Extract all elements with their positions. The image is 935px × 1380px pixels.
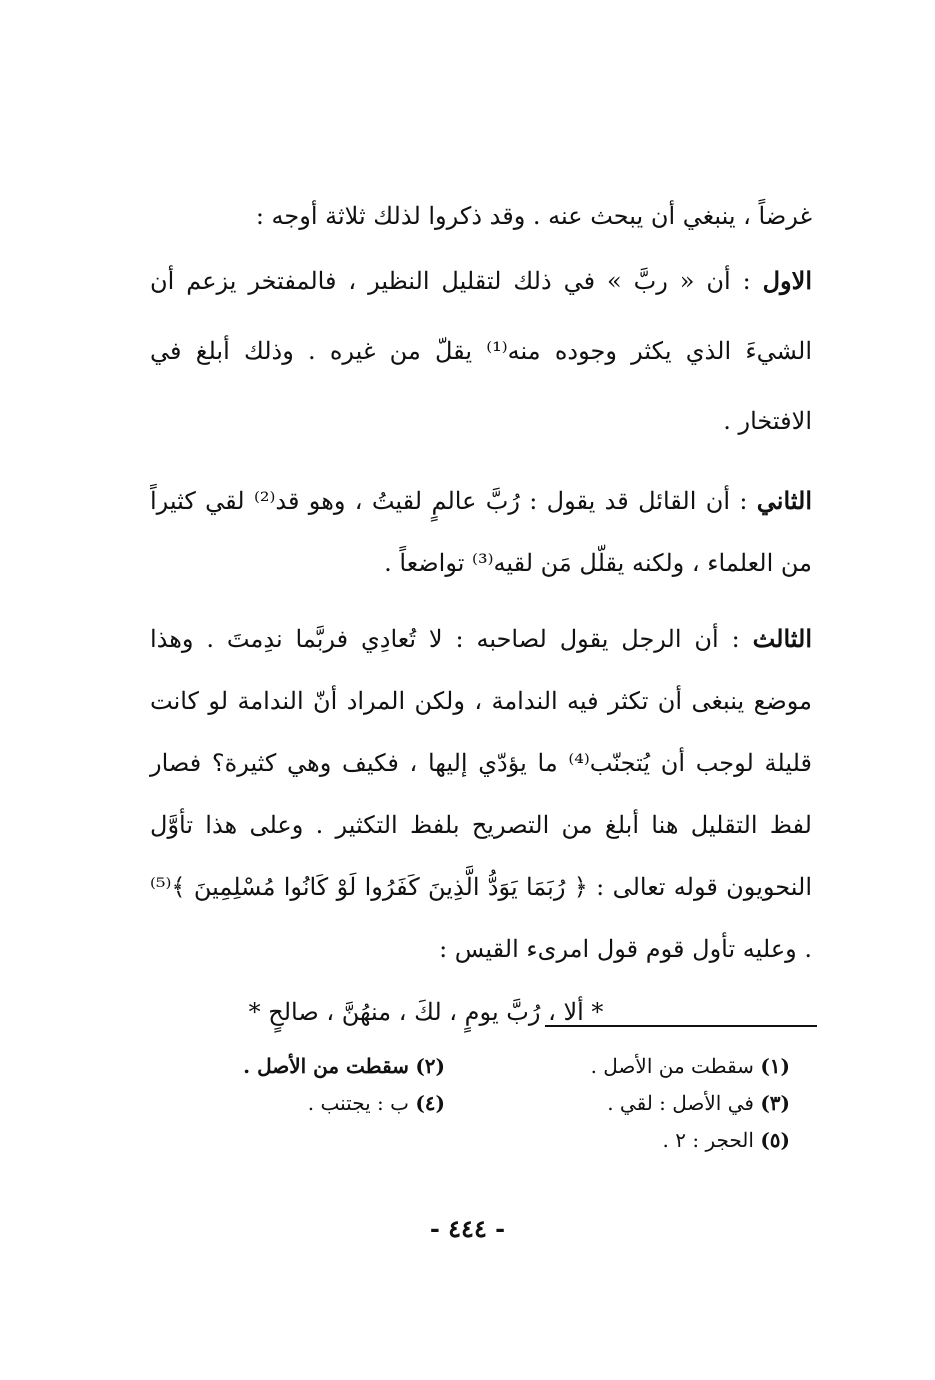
page-number: - ٤٤٤ - <box>429 1214 506 1243</box>
paragraph-label: الثالث <box>752 624 812 653</box>
footnote-text: الحجر : ٢ . <box>662 1128 754 1152</box>
footnote-row <box>200 1048 790 1085</box>
paragraph-text: : أن « ربَّ » في ذلك لتقليل النظير ، فالمفتخر يزعم أن الشيءَ الذي يكثر وجوده منه⁽¹⁾ يقلّ من غيره . وذلك أبلغ في الافتخار . <box>150 267 813 435</box>
paragraph-third-reason <box>150 608 812 980</box>
footnote-number: (٥) <box>760 1128 790 1152</box>
footnote-text: ب : يجتنب . <box>307 1091 409 1115</box>
poem-verse: * ألا ، رُبَّ يومٍ ، لكَ ، منهُنَّ ، صالحٍ * <box>248 998 604 1026</box>
footnote-row <box>200 1122 790 1159</box>
footnote-text: في الأصل : لقي . <box>607 1091 754 1115</box>
footnote-text: سقطت من الأصل . <box>590 1054 754 1078</box>
paragraph-label: الثاني <box>756 486 812 515</box>
paragraph-second-reason <box>150 470 812 594</box>
footnote-number: (٤) <box>415 1091 445 1115</box>
paragraph-first-reason <box>150 246 812 456</box>
footnote-4 <box>200 1085 445 1122</box>
footnote-3 <box>445 1085 790 1122</box>
footnote-number: (٣) <box>760 1091 790 1115</box>
footnote-divider <box>545 1025 817 1027</box>
paragraph-text: غرضاً ، ينبغي أن يبحث عنه . وقد ذكروا لذلك ثلاثة أوجه : <box>255 202 812 230</box>
footnote-row <box>200 1085 790 1122</box>
paragraph-text: : أن القائل قد يقول : رُبَّ عالمٍ لقيتُ ، وهو قد⁽²⁾ لقي كثيراً من العلماء ، ولكنه يقلّل مَن لقيه⁽³⁾ تواضعاً . <box>150 487 812 577</box>
footnote-text: سقطت من الأصل . <box>243 1054 409 1078</box>
footnote-1 <box>445 1048 790 1085</box>
footnote-5 <box>445 1122 790 1159</box>
paragraph-label: الاول <box>762 266 812 295</box>
paragraph-intro <box>150 186 812 246</box>
footnote-number: (١) <box>760 1054 790 1078</box>
main-text <box>150 186 812 1044</box>
footnote-number: (٢) <box>415 1054 445 1078</box>
footnote-2 <box>200 1048 445 1085</box>
paragraph-text: : أن الرجل يقول لصاحبه : لا تُعادِي فربَّما ندِمتَ . وهذا موضع ينبغى أن تكثر فيه الندامة ، ولكن المراد أنّ الندامة لو كانت قليلة لوجب أن يُتجنّب⁽⁴⁾ ما يؤدّي إليها ، فكيف وهي كثيرة؟ فصار لفظ التقليل هنا أبلغ من التصريح بلفظ التكثير . وعلى هذا تأوَّل النحويون قوله تعالى : ﴿ رُبَمَا يَوَدُّ الَّذِينَ كَفَرُوا لَوْ كَانُوا مُسْلِمِينَ ﴾⁽⁵⁾ . وعليه تأول قوم قول امرىء القيس : <box>150 625 813 963</box>
footnotes <box>200 1048 790 1159</box>
